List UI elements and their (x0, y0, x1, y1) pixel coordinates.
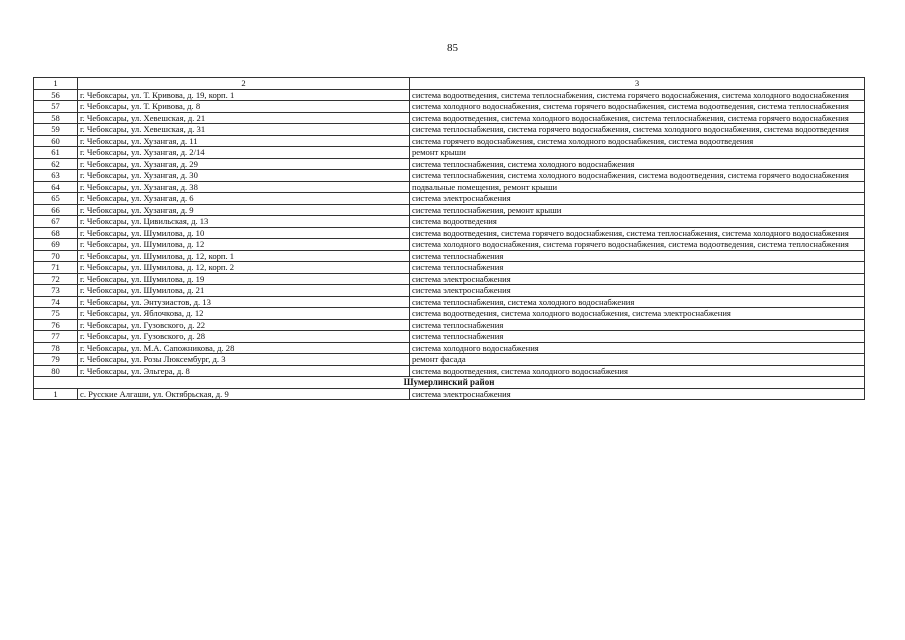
row-address: г. Чебоксары, ул. Цивильская, д. 13 (78, 216, 410, 228)
row-address: г. Чебоксары, ул. Гузовского, д. 28 (78, 331, 410, 343)
table-row (34, 285, 865, 297)
row-number: 75 (34, 308, 78, 320)
table-row (34, 181, 865, 193)
table-row (34, 239, 865, 251)
row-number: 63 (34, 170, 78, 182)
table-row (34, 216, 865, 228)
row-number: 72 (34, 273, 78, 285)
row-address: г. Чебоксары, ул. Хузангая, д. 29 (78, 158, 410, 170)
row-works: система теплоснабжения, система горячего водоснабжения, система холодного водоснабжения, система водоотведения (410, 124, 865, 136)
table-row (34, 250, 865, 262)
row-address: г. Чебоксары, ул. Шумилова, д. 10 (78, 227, 410, 239)
row-address: г. Чебоксары, ул. Хузангая, д. 9 (78, 204, 410, 216)
table-row (34, 101, 865, 113)
row-address: г. Чебоксары, ул. Хевешская, д. 31 (78, 124, 410, 136)
row-works: система водоотведения, система холодного водоснабжения, система электроснабжения (410, 308, 865, 320)
column-header-address: 2 (78, 78, 410, 90)
row-works: система теплоснабжения (410, 250, 865, 262)
row-address: г. Чебоксары, ул. Энтузиастов, д. 13 (78, 296, 410, 308)
row-number: 56 (34, 89, 78, 101)
row-address: с. Русские Алгаши, ул. Октябрьская, д. 9 (78, 388, 410, 400)
row-address: г. Чебоксары, ул. Т. Кривова, д. 19, корп. 1 (78, 89, 410, 101)
row-address: г. Чебоксары, ул. Шумилова, д. 12 (78, 239, 410, 251)
table-row (34, 262, 865, 274)
row-works: система теплоснабжения (410, 262, 865, 274)
row-number: 60 (34, 135, 78, 147)
row-works: система горячего водоснабжения, система холодного водоснабжения, система водоотведения (410, 135, 865, 147)
row-address: г. Чебоксары, ул. Хевешская, д. 21 (78, 112, 410, 124)
row-works: система теплоснабжения (410, 331, 865, 343)
row-address: г. Чебоксары, ул. Хузангая, д. 11 (78, 135, 410, 147)
repair-registry-table (33, 77, 865, 400)
row-works: система холодного водоснабжения (410, 342, 865, 354)
column-header-number: 1 (34, 78, 78, 90)
row-number: 69 (34, 239, 78, 251)
row-works: система теплоснабжения (410, 319, 865, 331)
table-row (34, 135, 865, 147)
row-address: г. Чебоксары, ул. Яблочкова, д. 12 (78, 308, 410, 320)
row-works: система электроснабжения (410, 388, 865, 400)
table-row (34, 204, 865, 216)
row-number: 71 (34, 262, 78, 274)
column-header-works: 3 (410, 78, 865, 90)
row-number: 74 (34, 296, 78, 308)
row-number: 64 (34, 181, 78, 193)
table-row (34, 319, 865, 331)
row-works: система теплоснабжения, система холодного водоснабжения (410, 158, 865, 170)
table-row (34, 158, 865, 170)
row-number: 58 (34, 112, 78, 124)
table-row (34, 273, 865, 285)
row-works: ремонт крыши (410, 147, 865, 159)
table-row (34, 331, 865, 343)
row-works: система водоотведения, система холодного водоснабжения (410, 365, 865, 377)
row-number: 77 (34, 331, 78, 343)
row-number: 57 (34, 101, 78, 113)
page-number: 85 (447, 42, 458, 54)
table-row (34, 296, 865, 308)
row-works: система теплоснабжения, ремонт крыши (410, 204, 865, 216)
row-works: система электроснабжения (410, 285, 865, 297)
row-number: 68 (34, 227, 78, 239)
row-works: система теплоснабжения, система холодного водоснабжения (410, 296, 865, 308)
table-row (34, 227, 865, 239)
row-address: г. Чебоксары, ул. Шумилова, д. 19 (78, 273, 410, 285)
row-address: г. Чебоксары, ул. Т. Кривова, д. 8 (78, 101, 410, 113)
row-address: г. Чебоксары, ул. Шумилова, д. 12, корп. 2 (78, 262, 410, 274)
row-address: г. Чебоксары, ул. Эльгера, д. 8 (78, 365, 410, 377)
row-number: 59 (34, 124, 78, 136)
table-row (34, 89, 865, 101)
row-works: подвальные помещения, ремонт крыши (410, 181, 865, 193)
table-row (34, 112, 865, 124)
table-row (34, 193, 865, 205)
row-number: 67 (34, 216, 78, 228)
table-row (34, 147, 865, 159)
row-address: г. Чебоксары, ул. Хузангая, д. 6 (78, 193, 410, 205)
table-row (34, 365, 865, 377)
section-row (34, 377, 865, 389)
table-body (34, 78, 865, 400)
table-row (34, 170, 865, 182)
row-number: 61 (34, 147, 78, 159)
table-row (34, 388, 865, 400)
row-address: г. Чебоксары, ул. Розы Люксембург, д. 3 (78, 354, 410, 366)
table-row (34, 308, 865, 320)
row-address: г. Чебоксары, ул. Шумилова, д. 21 (78, 285, 410, 297)
table-row (34, 354, 865, 366)
row-number: 73 (34, 285, 78, 297)
row-address: г. Чебоксары, ул. Хузангая, д. 2/14 (78, 147, 410, 159)
row-number: 1 (34, 388, 78, 400)
row-number: 62 (34, 158, 78, 170)
row-number: 76 (34, 319, 78, 331)
row-works: система электроснабжения (410, 193, 865, 205)
row-works: система водоотведения (410, 216, 865, 228)
row-address: г. Чебоксары, ул. Хузангая, д. 38 (78, 181, 410, 193)
row-address: г. Чебоксары, ул. Хузангая, д. 30 (78, 170, 410, 182)
row-works: ремонт фасада (410, 354, 865, 366)
row-works: система водоотведения, система холодного водоснабжения, система теплоснабжения, система горячего водоснабжения (410, 112, 865, 124)
row-address: г. Чебоксары, ул. Шумилова, д. 12, корп. 1 (78, 250, 410, 262)
table-row (34, 342, 865, 354)
row-address: г. Чебоксары, ул. Гузовского, д. 22 (78, 319, 410, 331)
row-number: 80 (34, 365, 78, 377)
section-title: Шумерлинский район (34, 377, 865, 389)
table-row (34, 124, 865, 136)
row-number: 65 (34, 193, 78, 205)
row-works: система теплоснабжения, система холодного водоснабжения, система водоотведения, система горячего водоснабжения (410, 170, 865, 182)
row-number: 79 (34, 354, 78, 366)
row-address: г. Чебоксары, ул. М.А. Сапожникова, д. 28 (78, 342, 410, 354)
row-works: система электроснабжения (410, 273, 865, 285)
row-number: 78 (34, 342, 78, 354)
row-number: 66 (34, 204, 78, 216)
row-works: система водоотведения, система теплоснабжения, система горячего водоснабжения, система холодного водоснабжения (410, 89, 865, 101)
row-works: система водоотведения, система горячего водоснабжения, система теплоснабжения, система холодного водоснабжения (410, 227, 865, 239)
row-works: система холодного водоснабжения, система горячего водоснабжения, система водоотведения, система теплоснабжения (410, 239, 865, 251)
row-works: система холодного водоснабжения, система горячего водоснабжения, система водоотведения, система теплоснабжения (410, 101, 865, 113)
row-number: 70 (34, 250, 78, 262)
header-row (34, 78, 865, 90)
